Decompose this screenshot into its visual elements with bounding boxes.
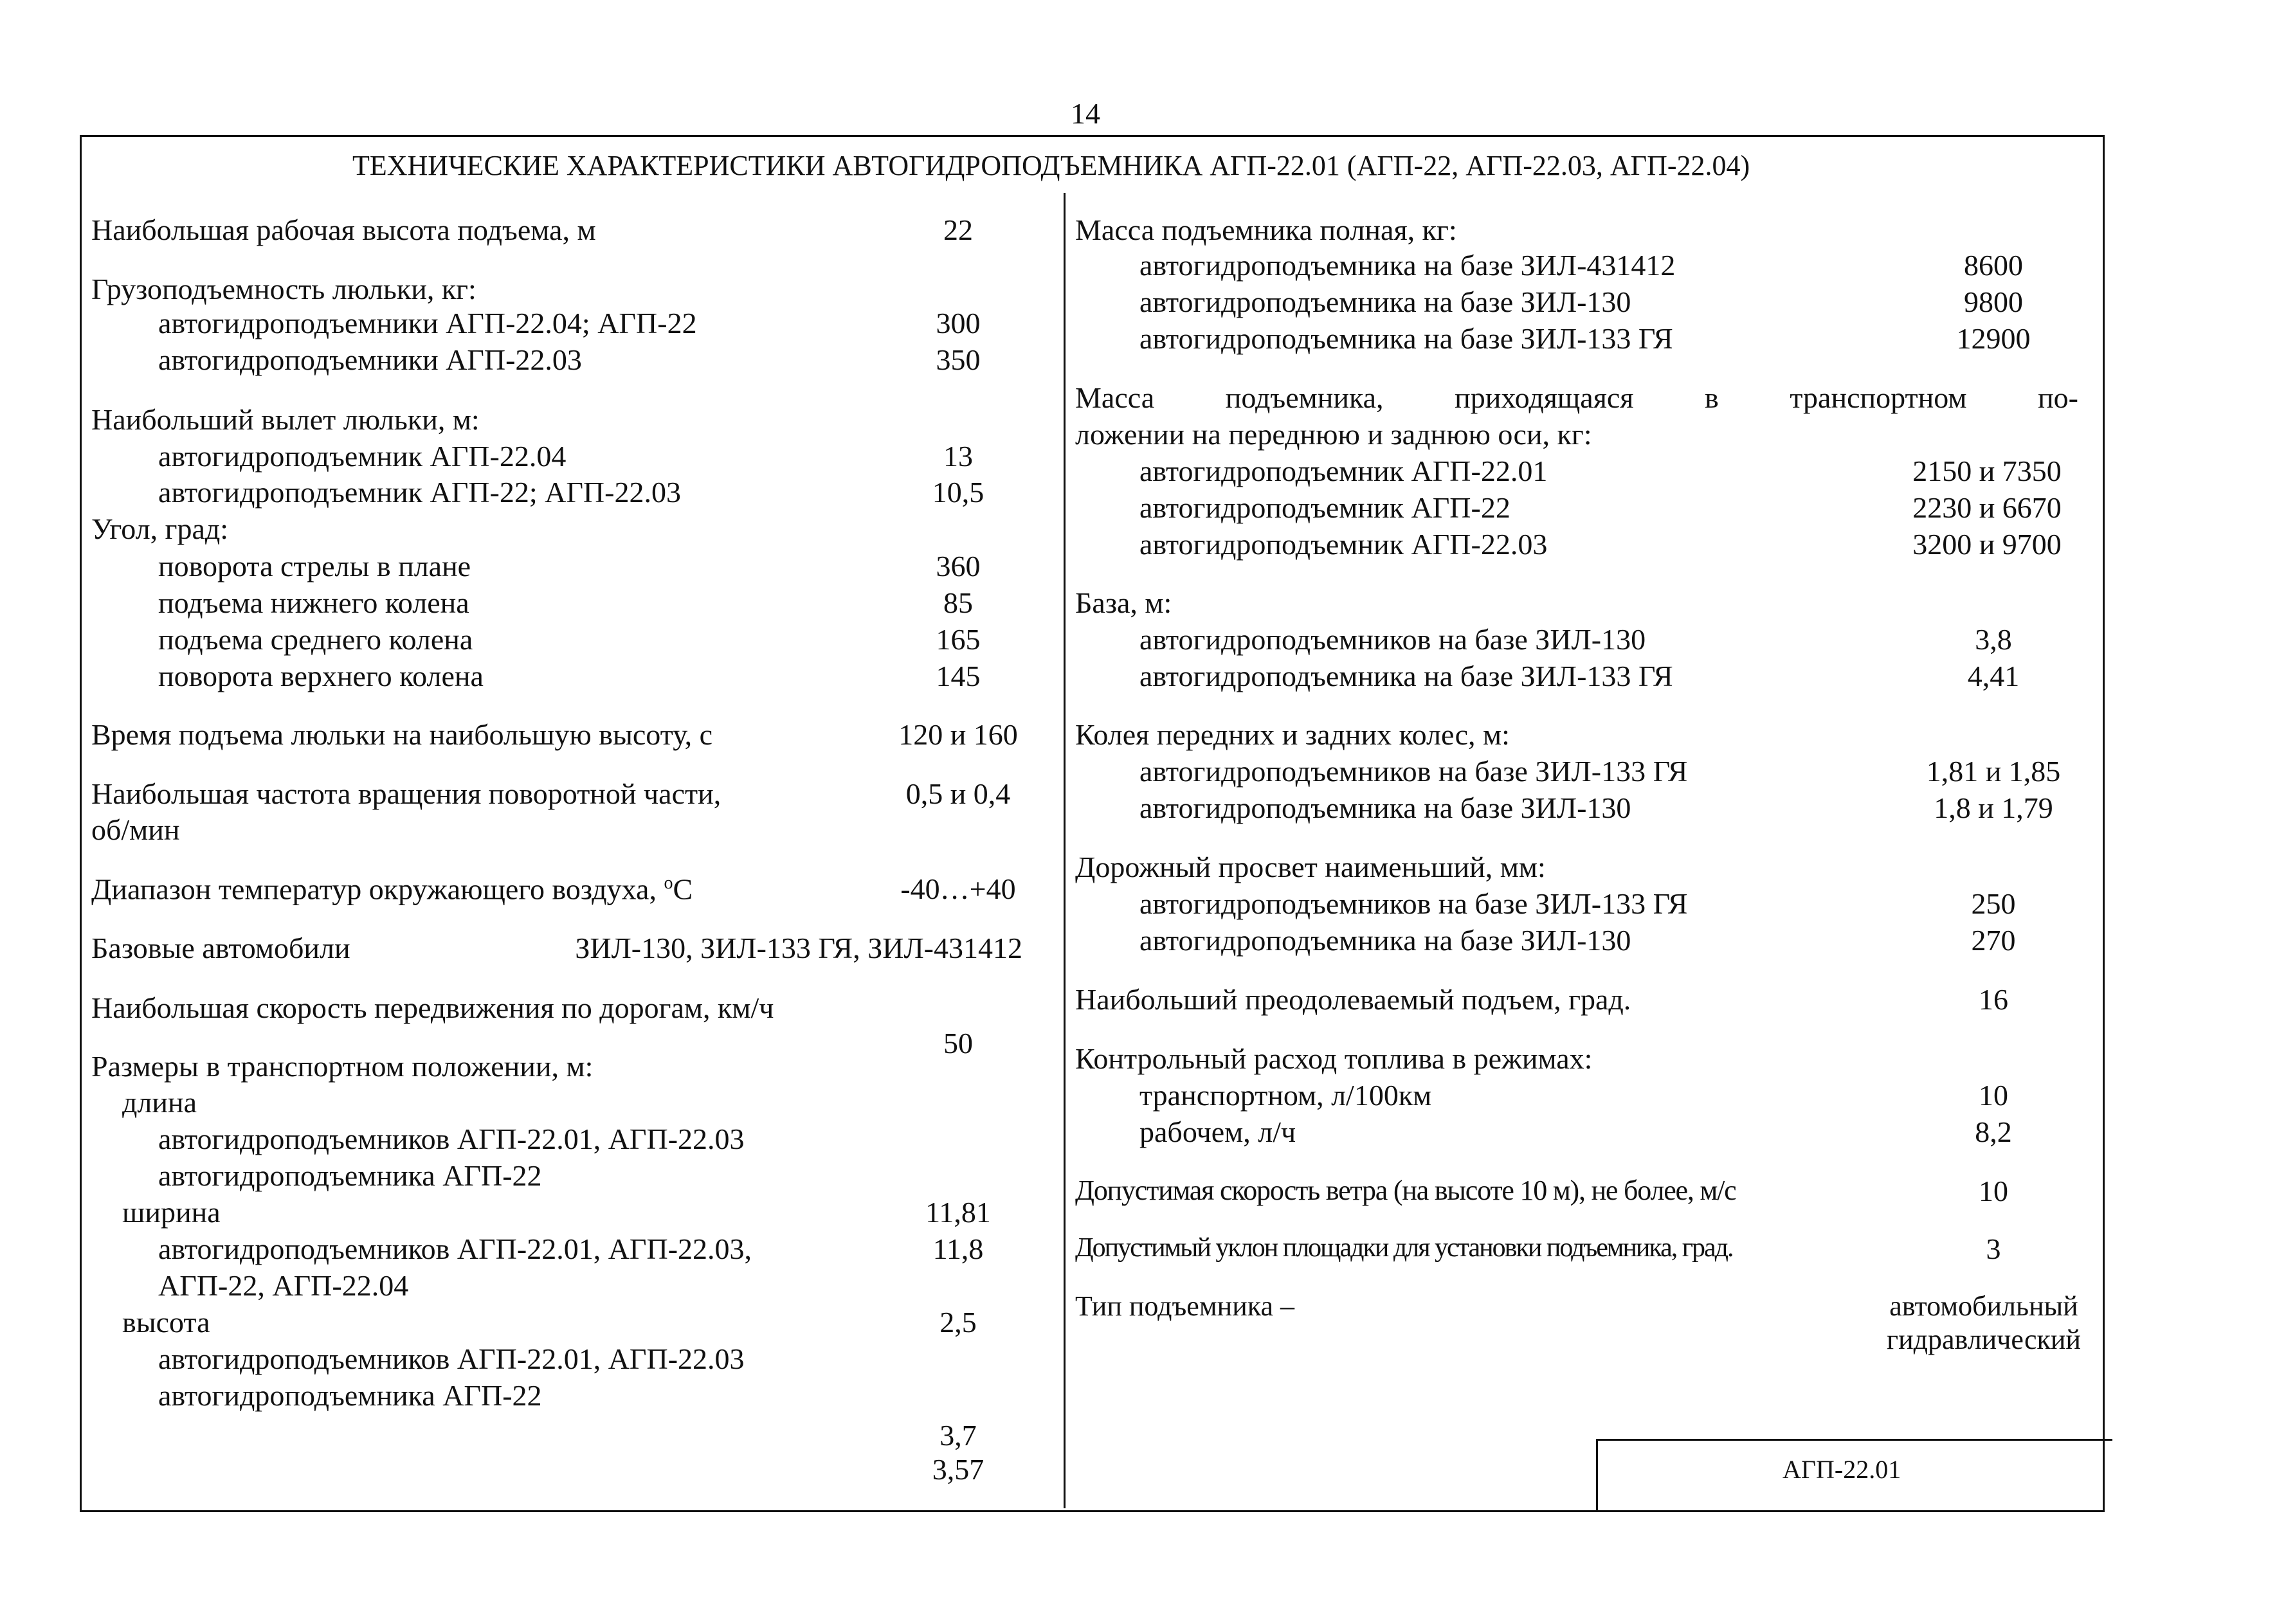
column-divider xyxy=(1064,193,1066,1508)
spec-value: 10 xyxy=(1979,1175,2008,1207)
spec-value: 145 xyxy=(936,660,981,692)
spec-value: 13 xyxy=(943,440,973,473)
spec-sublabel: автогидроподъемников АГП-22.01, АГП-22.03 xyxy=(158,1342,745,1375)
spec-value: 1,81 и 1,85 xyxy=(1926,755,2061,788)
spec-label: Наибольшая рабочая высота подъема, м xyxy=(91,213,596,246)
spec-value: 85 xyxy=(943,586,973,619)
spec-value: 9800 xyxy=(1964,285,2023,318)
spec-value: 3200 и 9700 xyxy=(1912,528,2062,561)
spec-value: автомобильный xyxy=(1889,1290,2078,1322)
spec-sublabel: подъема нижнего колена xyxy=(158,586,469,619)
spec-sublabel: транспортном, л/100км xyxy=(1139,1079,1432,1112)
spec-label: База, м: xyxy=(1075,586,1172,619)
spec-sublabel: подъема среднего колена xyxy=(158,623,473,656)
spec-value: 8600 xyxy=(1964,249,2023,282)
spec-label: Тип подъемника – xyxy=(1075,1290,1294,1322)
spec-value: 10,5 xyxy=(932,476,984,509)
spec-value: 3,8 xyxy=(1975,623,2012,656)
spec-sublabel: автогидроподъемника на базе ЗИЛ-431412 xyxy=(1139,249,1676,282)
spec-label: Время подъема люльки на наибольшую высоту, с xyxy=(91,718,712,751)
spec-sublabel: автогидроподъемников АГП-22.01, АГП-22.03 xyxy=(158,1123,745,1155)
spec-value: 3,57 xyxy=(932,1453,984,1486)
spec-label: Размеры в транспортном положении, м: xyxy=(91,1050,594,1083)
spec-value: -40…+40 xyxy=(900,872,1016,905)
spec-value: 11,8 xyxy=(932,1232,984,1265)
spec-label: Грузоподъемность люльки, кг: xyxy=(91,273,476,305)
spec-sublabel: автогидроподъемника на базе ЗИЛ-130 xyxy=(1139,791,1631,824)
spec-value: 270 xyxy=(1971,924,2016,957)
spec-label xyxy=(91,874,693,904)
spec-sublabel: автогидроподъемника АГП-22 xyxy=(158,1379,542,1412)
spec-label: Наибольший преодолеваемый подъем, град. xyxy=(1075,983,1631,1016)
spec-sublabel: поворота верхнего колена xyxy=(158,660,484,692)
spec-value: 11,81 xyxy=(925,1196,991,1229)
spec-label: Контрольный расход топлива в режимах: xyxy=(1075,1042,1593,1075)
spec-label: Наибольшая скорость передвижения по дорогам, км/ч xyxy=(91,991,774,1024)
spec-value: 0,5 и 0,4 xyxy=(905,777,1011,810)
spec-value: 165 xyxy=(936,623,981,656)
spec-sublabel: автогидроподъемник АГП-22; АГП-22.03 xyxy=(158,476,681,509)
spec-label: Дорожный просвет наименьший, мм: xyxy=(1075,851,1546,883)
spec-sublabel: поворота стрелы в плане xyxy=(158,550,471,582)
spec-label: Наибольшая частота вращения поворотной части, xyxy=(91,777,721,810)
spec-sublabel: автогидроподъемников на базе ЗИЛ-133 ГЯ xyxy=(1139,755,1688,788)
title-block-label: АГП-22.01 xyxy=(1783,1455,1901,1484)
spec-sublabel: автогидроподъемника на базе ЗИЛ-130 xyxy=(1139,285,1631,318)
spec-label: Колея передних и задних колес, м: xyxy=(1075,718,1510,751)
spec-value: 3,7 xyxy=(939,1419,977,1452)
spec-value: 22 xyxy=(943,213,973,246)
spec-sublabel: длина xyxy=(122,1086,197,1119)
spec-value: 16 xyxy=(1979,983,2008,1016)
spec-label: Наибольший вылет люльки, м: xyxy=(91,403,480,436)
spec-label: Масса подъемника, приходящаяся в транспортном по- xyxy=(1075,381,2078,414)
spec-value: 50 xyxy=(943,1027,973,1060)
spec-sublabel: автогидроподъемники АГП-22.04; АГП-22 xyxy=(158,307,697,339)
spec-sublabel: ширина xyxy=(122,1196,221,1229)
spec-sublabel: рабочем, л/ч xyxy=(1139,1115,1296,1148)
spec-sublabel: автогидроподъемник АГП-22.01 xyxy=(1139,455,1548,487)
spec-sublabel: автогидроподъемника на базе ЗИЛ-130 xyxy=(1139,924,1631,957)
spec-value: 2,5 xyxy=(939,1306,977,1339)
spec-value: 360 xyxy=(936,550,981,582)
temp-label-text: Диапазон температур окружающего воздуха, xyxy=(91,872,664,906)
spec-label: Угол, град: xyxy=(91,512,229,545)
spec-sublabel: автогидроподъемник АГП-22 xyxy=(1139,491,1510,524)
spec-value: гидравлический xyxy=(1887,1324,2081,1355)
spec-label-cont: об/мин xyxy=(91,813,180,846)
spec-value: 2230 и 6670 xyxy=(1912,491,2062,524)
spec-sublabel: автогидроподъемники АГП-22.03 xyxy=(158,343,582,376)
spec-value: 250 xyxy=(1971,887,2016,920)
spec-sublabel: автогидроподъемников на базе ЗИЛ-130 xyxy=(1139,623,1646,656)
spec-value: 350 xyxy=(936,343,981,376)
spec-label: Базовые автомобили xyxy=(91,932,350,964)
spec-value: ЗИЛ-130, ЗИЛ-133 ГЯ, ЗИЛ-431412 xyxy=(575,932,1022,964)
temp-unit: С xyxy=(673,872,693,906)
spec-value: 4,41 xyxy=(1967,660,2020,692)
spec-label: Масса подъемника полная, кг: xyxy=(1075,213,1457,246)
spec-value: 3 xyxy=(1986,1232,2001,1265)
spec-sublabel: высота xyxy=(122,1306,210,1339)
spec-label: Допустимая скорость ветра (на высоте 10 м), не более, м/с xyxy=(1075,1175,1736,1206)
spec-sublabel: автогидроподъемника на базе ЗИЛ-133 ГЯ xyxy=(1139,660,1673,692)
spec-sublabel: автогидроподъемника АГП-22 xyxy=(158,1159,542,1192)
spec-value: 10 xyxy=(1979,1079,2008,1112)
spec-sublabel: автогидроподъемник АГП-22.04 xyxy=(158,440,567,473)
spec-value: 12900 xyxy=(1956,322,2031,355)
spec-value: 8,2 xyxy=(1975,1115,2012,1148)
spec-sublabel: автогидроподъемников АГП-22.01, АГП-22.03, xyxy=(158,1232,752,1265)
page-title: ТЕХНИЧЕСКИЕ ХАРАКТЕРИСТИКИ АВТОГИДРОПОДЪЕМНИКА АГП-22.01 (АГП-22, АГП-22.03, АГП-22.04) xyxy=(352,150,1750,181)
spec-sublabel: автогидроподъемник АГП-22.03 xyxy=(1139,528,1548,561)
spec-value: 300 xyxy=(936,307,981,339)
spec-sublabel: автогидроподъемника на базе ЗИЛ-133 ГЯ xyxy=(1139,322,1673,355)
page-number: 14 xyxy=(1071,97,1100,130)
spec-value: 1,8 и 1,79 xyxy=(1934,791,2053,824)
spec-label-cont: ложении на переднюю и заднюю оси, кг: xyxy=(1075,418,1592,451)
spec-label: Допустимый уклон площадки для установки подъемника, град. xyxy=(1075,1233,1733,1263)
spec-value: 120 и 160 xyxy=(898,718,1018,751)
degree-sign: o xyxy=(664,873,673,893)
spec-sublabel: автогидроподъемников на базе ЗИЛ-133 ГЯ xyxy=(1139,887,1688,920)
spec-value: 2150 и 7350 xyxy=(1912,455,2062,487)
spec-sublabel: АГП-22, АГП-22.04 xyxy=(158,1269,409,1302)
